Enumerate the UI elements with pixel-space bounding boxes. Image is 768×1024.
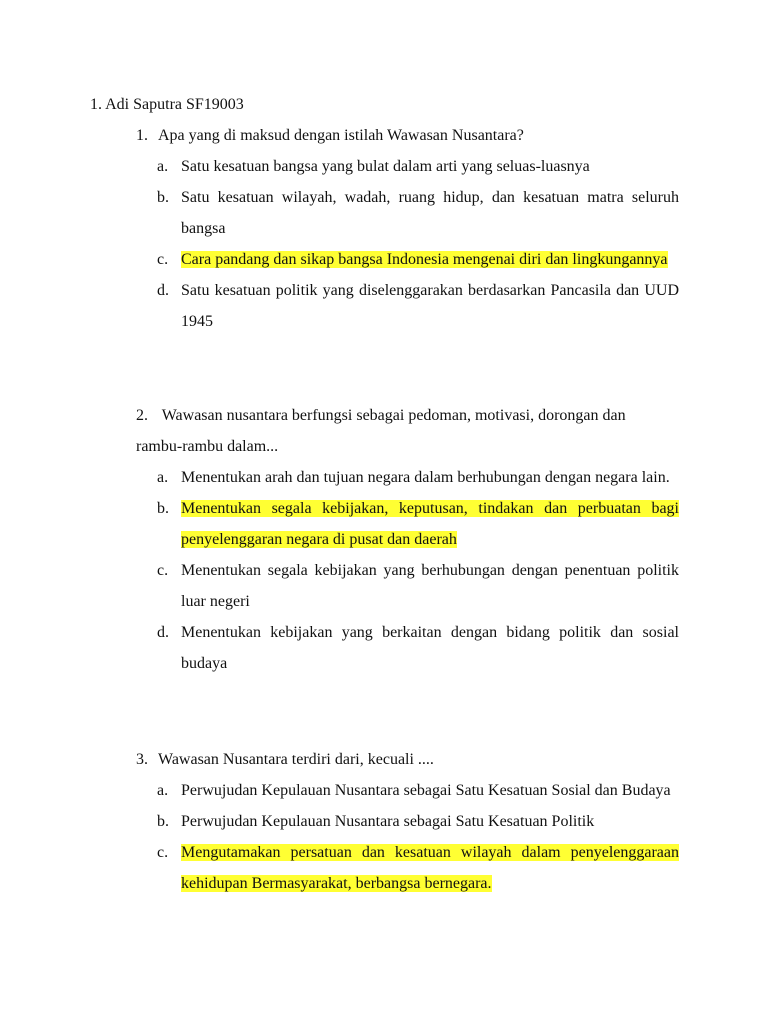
option-text: Menentukan segala kebijakan yang berhubungan dengan penentuan politik luar negeri (181, 562, 679, 610)
question-prompt: Wawasan Nusantara terdiri dari, kecuali .... (158, 751, 434, 768)
option-2d (136, 617, 679, 679)
option-text-highlighted: Mengutamakan persatuan dan kesatuan wilayah dalam penyelenggaraan kehidupan Bermasyarakat, berbangsa bernegara. (181, 844, 679, 892)
option-text-highlighted: Cara pandang dan sikap bangsa Indonesia mengenai diri dan lingkungannya (181, 251, 668, 268)
option-1a (136, 151, 679, 182)
question-3-text (136, 744, 679, 775)
option-text: Satu kesatuan politik yang diselenggarakan berdasarkan Pancasila dan UUD 1945 (181, 282, 679, 330)
option-2b (136, 493, 679, 555)
student-header: 1. Adi Saputra SF19003 (90, 96, 244, 113)
option-letter: b. (157, 500, 169, 517)
option-text: Perwujudan Kepulauan Nusantara sebagai Satu Kesatuan Sosial dan Budaya (181, 782, 671, 799)
question-prompt-line1 (136, 400, 679, 431)
option-letter: a. (157, 469, 169, 486)
question-number: 3. (136, 751, 148, 768)
option-3b (136, 806, 679, 837)
option-letter: a. (157, 158, 169, 175)
question-number: 1. (136, 127, 148, 144)
option-text: Menentukan kebijakan yang berkaitan dengan bidang politik dan sosial budaya (181, 624, 679, 672)
question-2-text (136, 400, 679, 462)
option-letter: c. (157, 251, 169, 268)
option-letter: c. (157, 562, 169, 579)
option-2a (136, 462, 679, 493)
option-letter: a. (157, 782, 169, 799)
option-2c (136, 555, 679, 617)
option-1c (136, 244, 679, 275)
option-letter: d. (157, 282, 169, 299)
question-3 (136, 744, 679, 899)
option-text: Menentukan arah dan tujuan negara dalam berhubungan dengan negara lain. (181, 469, 670, 486)
question-2 (136, 400, 679, 679)
option-3c (136, 837, 679, 899)
option-1d (136, 275, 679, 337)
question-number: 2. (136, 407, 148, 424)
option-text-highlighted: Menentukan segala kebijakan, keputusan, tindakan dan perbuatan bagi penyelenggaran negara di pusat dan daerah (181, 500, 679, 548)
option-letter: d. (157, 624, 169, 641)
question-prompt: Apa yang di maksud dengan istilah Wawasan Nusantara? (158, 127, 524, 144)
question-1-text (136, 120, 679, 151)
option-3a (136, 775, 679, 806)
question-prompt: Wawasan nusantara berfungsi sebagai pedoman, motivasi, dorongan dan (158, 407, 626, 424)
option-letter: b. (157, 813, 169, 830)
option-text: Satu kesatuan bangsa yang bulat dalam arti yang seluas-luasnya (181, 158, 590, 175)
option-text: Satu kesatuan wilayah, wadah, ruang hidup, dan kesatuan matra seluruh bangsa (181, 189, 679, 237)
option-letter: c. (157, 844, 169, 861)
option-1b (136, 182, 679, 244)
question-prompt-line2: rambu-rambu dalam... (136, 438, 279, 455)
option-text: Perwujudan Kepulauan Nusantara sebagai Satu Kesatuan Politik (181, 813, 595, 830)
question-1 (136, 120, 679, 337)
option-letter: b. (157, 189, 169, 206)
